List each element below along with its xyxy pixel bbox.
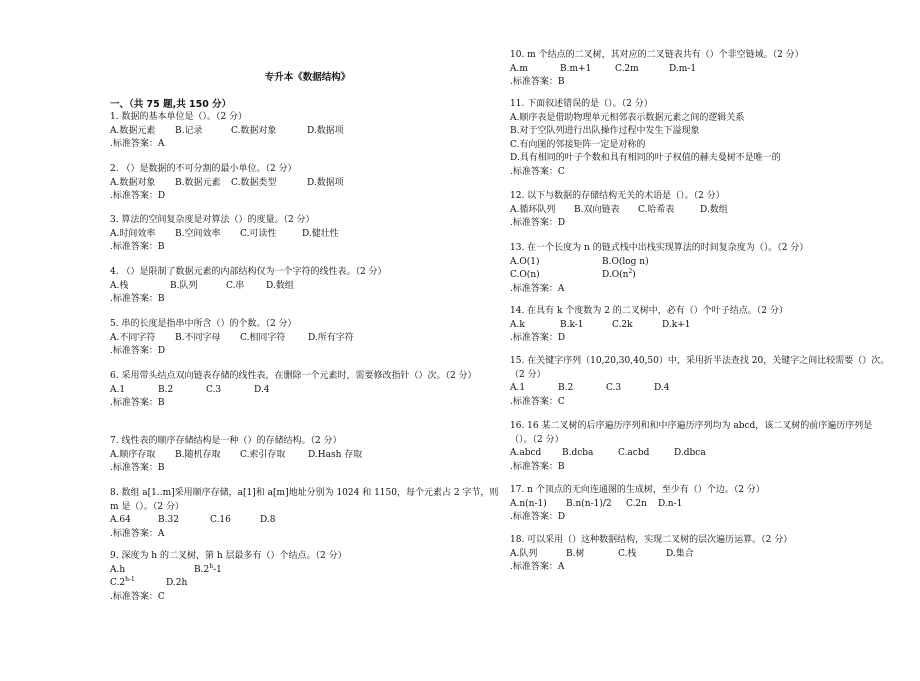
option-d: D.数据项 xyxy=(307,125,344,136)
options xyxy=(510,548,890,562)
option-c: C.acbd xyxy=(618,448,650,458)
option-b: B.O(log n) xyxy=(602,256,649,267)
question-text: 6. 采用带头结点双向链表存储的线性表，在删除一个元素时，需要修改指针（）次。（2 分） xyxy=(110,371,477,381)
question-text: 12. 以下与数据的存储结构无关的术语是（）。（2 分） xyxy=(510,191,725,201)
option-a: A.循环队列 xyxy=(510,204,556,215)
question-text: 15. 在关键字序列（10,20,30,40,50）中，采用折半法查找 20，关键字之间比较需要（）次。（2 分） xyxy=(510,356,890,380)
options xyxy=(110,449,500,463)
option-a: A.n(n-1) xyxy=(510,498,547,509)
option-c: C.3 xyxy=(206,384,222,395)
option-d: D.4 xyxy=(654,383,670,393)
question-text: 14. 在具有 k 个度数为 2 的二叉树中，必有（）个叶子结点。（2 分） xyxy=(510,306,788,316)
question-6 xyxy=(110,370,500,411)
option-b: B.数据元素 xyxy=(175,177,221,188)
option-d: D.具有相同的叶子个数和具有相同的叶子权值的赫夫曼树不是唯一的 xyxy=(510,153,781,163)
standard-answer: .标准答案：A xyxy=(110,139,165,149)
standard-answer: .标准答案：D xyxy=(510,218,566,228)
option-c: C.16 xyxy=(210,515,231,525)
question-text: 1. 数据的基本单位是（）。（2 分） xyxy=(110,112,248,122)
option-a: A.队列 xyxy=(510,548,538,559)
option-d-suffix: ) xyxy=(632,270,636,280)
options-row-2 xyxy=(110,577,500,591)
options xyxy=(110,177,500,191)
option-a: A.时间效率 xyxy=(110,228,156,239)
option-c-exponent: h-1 xyxy=(125,576,135,583)
standard-answer: .标准答案：B xyxy=(110,463,165,473)
option-a: A.k xyxy=(510,319,525,330)
question-text: 2. （）是数据的不可分割的最小单位。（2 分） xyxy=(110,164,297,174)
question-3 xyxy=(110,214,500,255)
options xyxy=(510,204,890,218)
option-a: A.O(1) xyxy=(510,256,540,267)
question-text: 5. 串的长度是指串中所含（）的个数。（2 分） xyxy=(110,319,297,329)
option-b: B.m+1 xyxy=(560,63,592,74)
option-d: D.数组 xyxy=(266,280,294,291)
question-text: 13. 在一个长度为 n 的链式栈中出栈实现算法的时间复杂度为（）。（2 分） xyxy=(510,243,809,253)
option-a: A.h xyxy=(110,564,126,575)
options xyxy=(510,63,890,77)
question-17 xyxy=(510,484,890,525)
option-d: D.数据项 xyxy=(307,177,344,188)
options xyxy=(510,319,890,333)
options xyxy=(110,125,500,139)
question-text: 7. 线性表的顺序存储结构是一种（）的存储结构。（2 分） xyxy=(110,436,342,446)
options-row-2 xyxy=(510,269,890,283)
option-a: A.m xyxy=(510,63,528,74)
option-c: C.数据类型 xyxy=(231,177,277,188)
standard-answer: .标准答案：C xyxy=(110,591,165,602)
option-a: A.顺序表是借助物理单元相邻表示数据元素之间的逻辑关系 xyxy=(510,112,745,123)
option-d: D.k+1 xyxy=(662,319,691,330)
option-b: B.双向链表 xyxy=(574,204,620,215)
standard-answer: .标准答案：B xyxy=(110,242,165,252)
option-c: C.栈 xyxy=(618,548,637,559)
option-c: C.2n xyxy=(626,498,647,509)
standard-answer: .标准答案：D xyxy=(510,512,566,522)
question-text: 17. n 个顶点的无向连通图的生成树，至少有（）个边。（2 分） xyxy=(510,485,765,495)
question-4 xyxy=(110,266,500,307)
standard-answer: .标准答案：B xyxy=(510,77,565,87)
question-9 xyxy=(110,550,500,604)
option-c: C.数据对象 xyxy=(231,125,277,136)
option-d: D.n-1 xyxy=(658,498,683,509)
standard-answer: .标准答案：D xyxy=(510,333,566,343)
option-d: D.8 xyxy=(260,515,276,525)
option-b: B.对于空队列进行出队操作过程中发生下溢现象 xyxy=(510,126,700,136)
option-d: D.数组 xyxy=(700,204,728,215)
option-c: C.有向图的邻接矩阵一定是对称的 xyxy=(510,139,646,150)
option-c: C.2k xyxy=(612,319,633,330)
option-b: B.树 xyxy=(566,548,585,559)
question-5 xyxy=(110,318,500,359)
option-c xyxy=(110,577,166,591)
standard-answer: .标准答案：C xyxy=(510,166,565,177)
question-16 xyxy=(510,420,890,474)
option-b: B.2 xyxy=(158,384,174,395)
option-b xyxy=(194,564,222,578)
option-b: B.n(n-1)/2 xyxy=(566,498,612,509)
option-c: C.相同字符 xyxy=(240,332,286,343)
option-b: B.2 xyxy=(558,383,574,393)
question-10 xyxy=(510,49,890,90)
option-b: B.k-1 xyxy=(560,319,584,330)
question-text: 3. 算法的空间复杂度是对算法（）的度量。（2 分） xyxy=(110,215,315,225)
standard-answer: .标准答案：B xyxy=(510,461,565,472)
option-b: B.不同字母 xyxy=(175,332,221,343)
option-c: C.串 xyxy=(226,280,245,291)
standard-answer: .标准答案：A xyxy=(510,283,565,294)
question-text: 9. 深度为 h 的二叉树，第 h 层最多有（）个结点。（2 分） xyxy=(110,551,347,561)
option-b-base: B.2 xyxy=(194,564,210,575)
standard-answer: .标准答案：D xyxy=(110,346,166,356)
option-d: D.2h xyxy=(166,578,188,588)
question-text: 18. 可以采用（）这种数据结构，实现二叉树的层次遍历运算。（2 分） xyxy=(510,535,793,545)
standard-answer: .标准答案：B xyxy=(110,398,165,408)
options xyxy=(510,498,890,512)
option-d-exponent: 2 xyxy=(628,268,633,275)
question-text: 4. （）是限制了数据元素的内部结构仅为一个字符的线性表。（2 分） xyxy=(110,267,387,277)
option-b-suffix: -1 xyxy=(213,564,222,575)
option-a: A.1 xyxy=(110,384,126,395)
standard-answer: .标准答案：B xyxy=(110,294,165,304)
question-text: 10. m 个结点的二叉树，其对应的二叉链表共有（）个非空链域。（2 分） xyxy=(510,50,804,60)
option-b: B.队列 xyxy=(170,280,198,291)
option-a: A.数据对象 xyxy=(110,177,156,188)
option-d xyxy=(602,269,636,283)
options xyxy=(110,280,500,294)
section-heading: 一、（共 75 题,共 150 分） xyxy=(110,99,232,110)
option-d: D.dbca xyxy=(674,448,706,458)
document-title: 专升本《数据结构》 xyxy=(264,72,351,83)
option-a: A.顺序存取 xyxy=(110,449,156,460)
question-13 xyxy=(510,242,890,296)
option-d: D.m-1 xyxy=(669,63,697,74)
option-b: B.dcba xyxy=(562,448,594,458)
question-12 xyxy=(510,190,890,231)
options xyxy=(110,332,500,346)
option-a: A.abcd xyxy=(510,448,542,458)
option-a: A.栈 xyxy=(110,280,129,291)
question-7 xyxy=(110,435,500,476)
option-a: A.1 xyxy=(510,383,526,393)
option-d: D.4 xyxy=(254,384,270,395)
standard-answer: .标准答案：C xyxy=(510,396,565,407)
options xyxy=(110,514,500,528)
option-b-exponent: h xyxy=(209,562,214,570)
option-d: D.集合 xyxy=(666,548,694,559)
option-b: B.32 xyxy=(158,515,179,525)
option-c-base: C.2 xyxy=(110,578,126,588)
question-18 xyxy=(510,534,890,575)
option-d: D.健壮性 xyxy=(302,228,339,239)
options xyxy=(510,382,890,396)
option-d: D.所有字符 xyxy=(308,332,354,343)
option-b: B.空间效率 xyxy=(175,228,221,239)
question-2 xyxy=(110,163,500,204)
option-d: D.Hash 存取 xyxy=(308,449,363,460)
question-text: 11. 下面叙述错误的是（）。（2 分） xyxy=(510,99,653,109)
options xyxy=(110,384,500,398)
option-c: C.3 xyxy=(606,383,622,393)
options-row-1 xyxy=(110,564,500,578)
option-d-base: D.O(n xyxy=(602,270,629,280)
standard-answer: .标准答案：A xyxy=(110,528,165,539)
option-c: C.哈希表 xyxy=(638,204,675,215)
option-a: A.64 xyxy=(110,515,131,525)
standard-answer: .标准答案：D xyxy=(110,191,166,201)
option-c: C.2m xyxy=(615,63,639,74)
options xyxy=(510,447,890,461)
option-b: B.记录 xyxy=(175,125,203,136)
option-a: A.不同字符 xyxy=(110,332,156,343)
option-a: A.数据元素 xyxy=(110,125,156,136)
standard-answer: .标准答案：A xyxy=(510,562,565,572)
question-11 xyxy=(510,98,890,179)
question-15 xyxy=(510,355,890,409)
options xyxy=(110,228,500,242)
option-b: B.随机存取 xyxy=(175,449,221,460)
question-14 xyxy=(510,305,890,346)
question-8 xyxy=(110,487,500,541)
options-row-1 xyxy=(510,256,890,270)
option-c: C.O(n) xyxy=(510,270,540,280)
option-c: C.可读性 xyxy=(240,228,277,239)
question-text: 8. 数组 a[1..m]采用顺序存储，a[1]和 a[m]地址分别为 1024 和 1150，每个元素占 2 字节，则 m 是（）。（2 分） xyxy=(110,488,499,512)
question-1 xyxy=(110,111,500,152)
option-c: C.索引存取 xyxy=(240,449,286,460)
question-text: 16. 16 某二叉树的后序遍历序列和和中序遍历序列均为 abcd，该二叉树的前序遍历序列是（）。（2 分） xyxy=(510,421,873,445)
